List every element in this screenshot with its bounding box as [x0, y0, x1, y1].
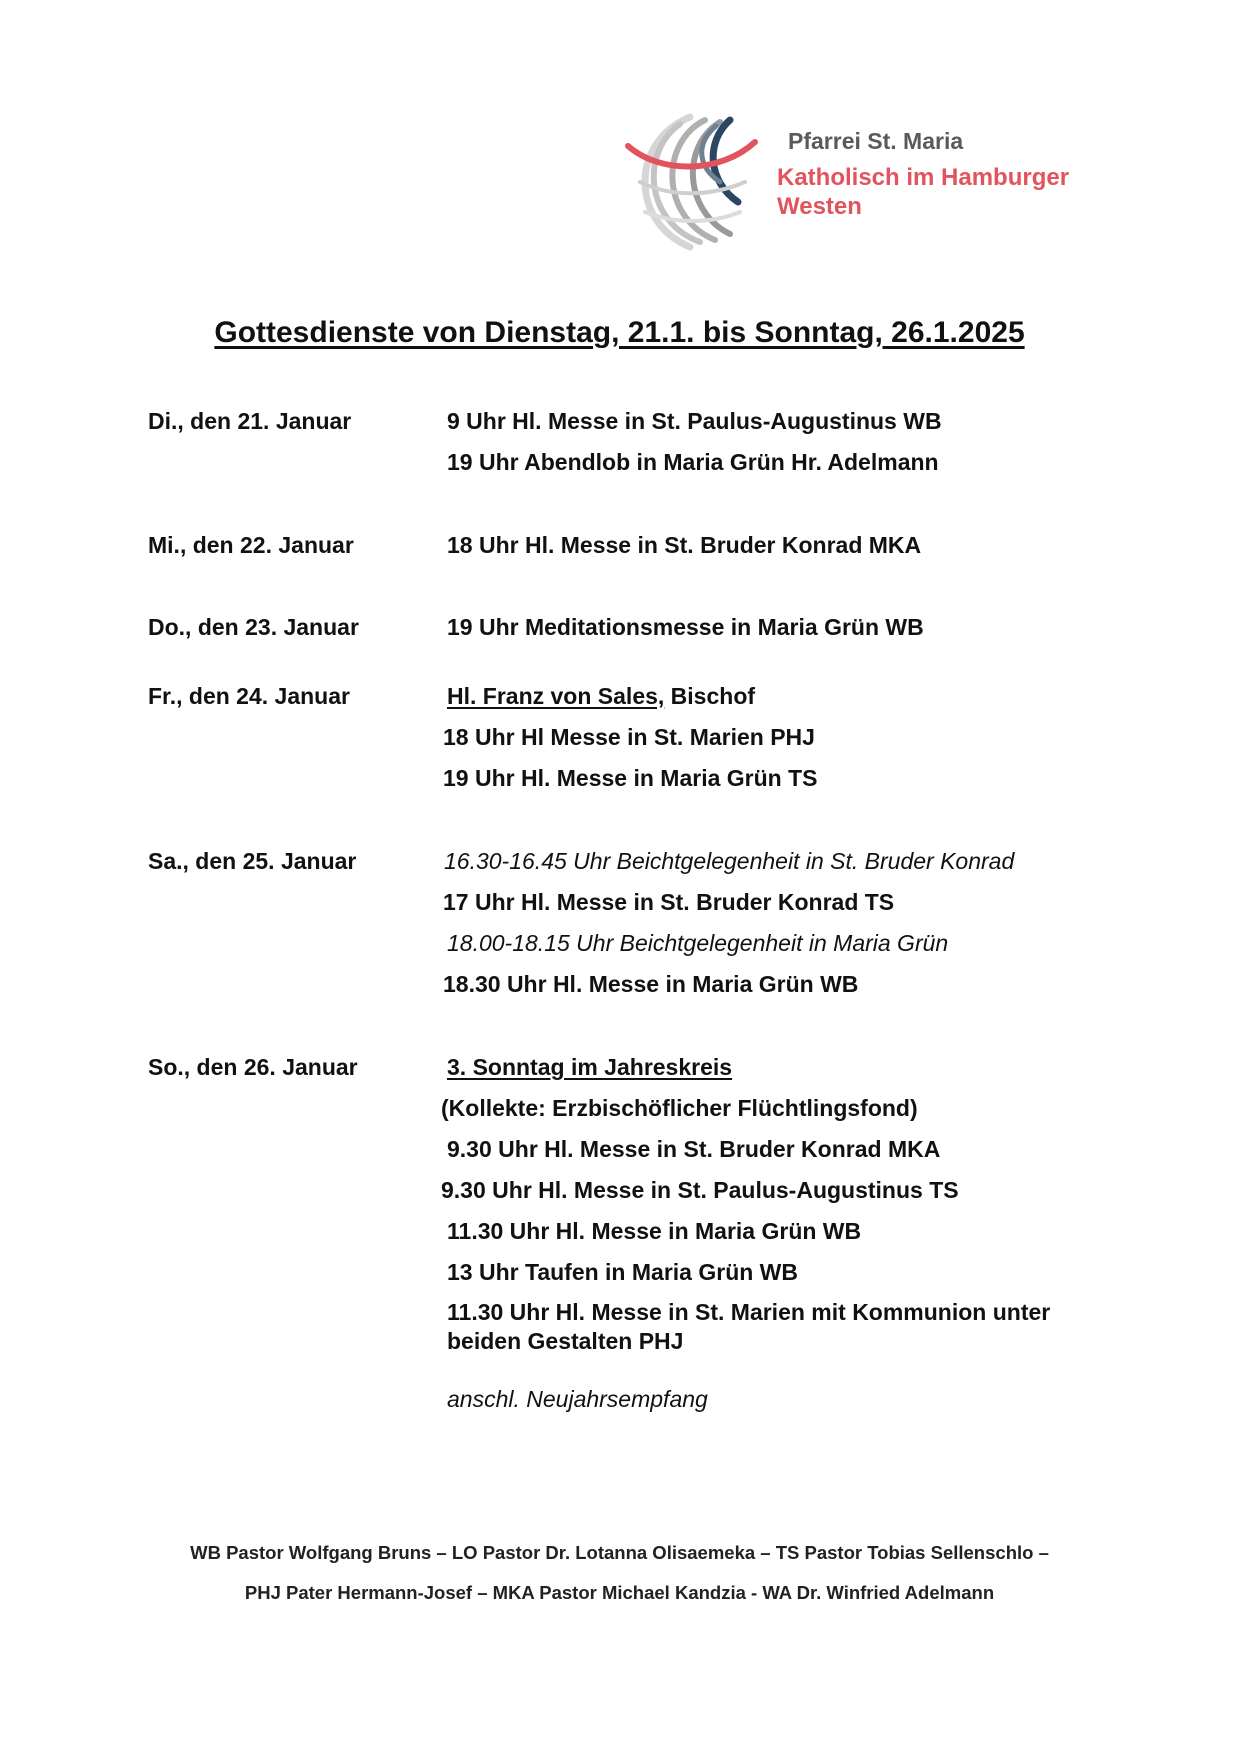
- feast-line: [447, 683, 755, 710]
- day-label: So., den 26. Januar: [148, 1054, 358, 1080]
- day-label: Di., den 21. Januar: [148, 408, 352, 434]
- feast-title: Bischof: [664, 683, 756, 709]
- event-line: 18.30 Uhr Hl. Messe in Maria Grün WB: [443, 971, 859, 997]
- day-label: Do., den 23. Januar: [148, 614, 359, 640]
- event-line: 16.30-16.45 Uhr Beichtgelegenheit in St. Bruder Konrad: [444, 848, 1015, 874]
- event-line: 18.00-18.15 Uhr Beichtgelegenheit in Maria Grün: [447, 930, 949, 956]
- day-label: Mi., den 22. Januar: [148, 532, 354, 558]
- event-line: 11.30 Uhr Hl. Messe in Maria Grün WB: [447, 1218, 862, 1244]
- page-title: Gottesdienste von Dienstag, 21.1. bis Sonntag, 26.1.2025: [214, 316, 1025, 349]
- globe-arcs-icon: [620, 112, 760, 252]
- event-line: 19 Uhr Abendlob in Maria Grün Hr. Adelmann: [447, 449, 939, 475]
- event-line: 11.30 Uhr Hl. Messe in St. Marien mit Kommunion unter beiden Gestalten PHJ: [447, 1299, 1051, 1354]
- parish-name: Pfarrei St. Maria: [788, 128, 964, 154]
- event-line: 18 Uhr Hl Messe in St. Marien PHJ: [443, 724, 815, 750]
- event-line: 9.30 Uhr Hl. Messe in St. Bruder Konrad MKA: [447, 1136, 941, 1162]
- parish-logo: [620, 108, 1120, 258]
- event-note: anschl. Neujahrsempfang: [447, 1386, 708, 1412]
- day-label: Sa., den 25. Januar: [148, 848, 357, 874]
- feast-line: 3. Sonntag im Jahreskreis: [447, 1054, 733, 1080]
- parish-subtitle: Katholisch im Hamburger Westen: [777, 164, 1070, 220]
- event-line: 19 Uhr Meditationsmesse in Maria Grün WB: [447, 614, 924, 640]
- footer-line-1: WB Pastor Wolfgang Bruns – LO Pastor Dr. Lotanna Olisaemeka – TS Pastor Tobias Sellenschlo –: [190, 1542, 1049, 1563]
- event-line: (Kollekte: Erzbischöflicher Flüchtlingsfond): [441, 1095, 918, 1121]
- event-line: 18 Uhr Hl. Messe in St. Bruder Konrad MKA: [447, 532, 922, 558]
- event-line: 17 Uhr Hl. Messe in St. Bruder Konrad TS: [443, 889, 895, 915]
- day-label: Fr., den 24. Januar: [148, 683, 350, 709]
- event-line: 9 Uhr Hl. Messe in St. Paulus-Augustinus WB: [447, 408, 942, 434]
- event-line: 19 Uhr Hl. Messe in Maria Grün TS: [443, 765, 818, 791]
- event-line: 13 Uhr Taufen in Maria Grün WB: [447, 1259, 798, 1285]
- footer-line-2: PHJ Pater Hermann-Josef – MKA Pastor Michael Kandzia - WA Dr. Winfried Adelmann: [244, 1582, 995, 1603]
- feast-name: Hl. Franz von Sales,: [447, 683, 665, 709]
- event-line: 9.30 Uhr Hl. Messe in St. Paulus-Augustinus TS: [441, 1177, 959, 1203]
